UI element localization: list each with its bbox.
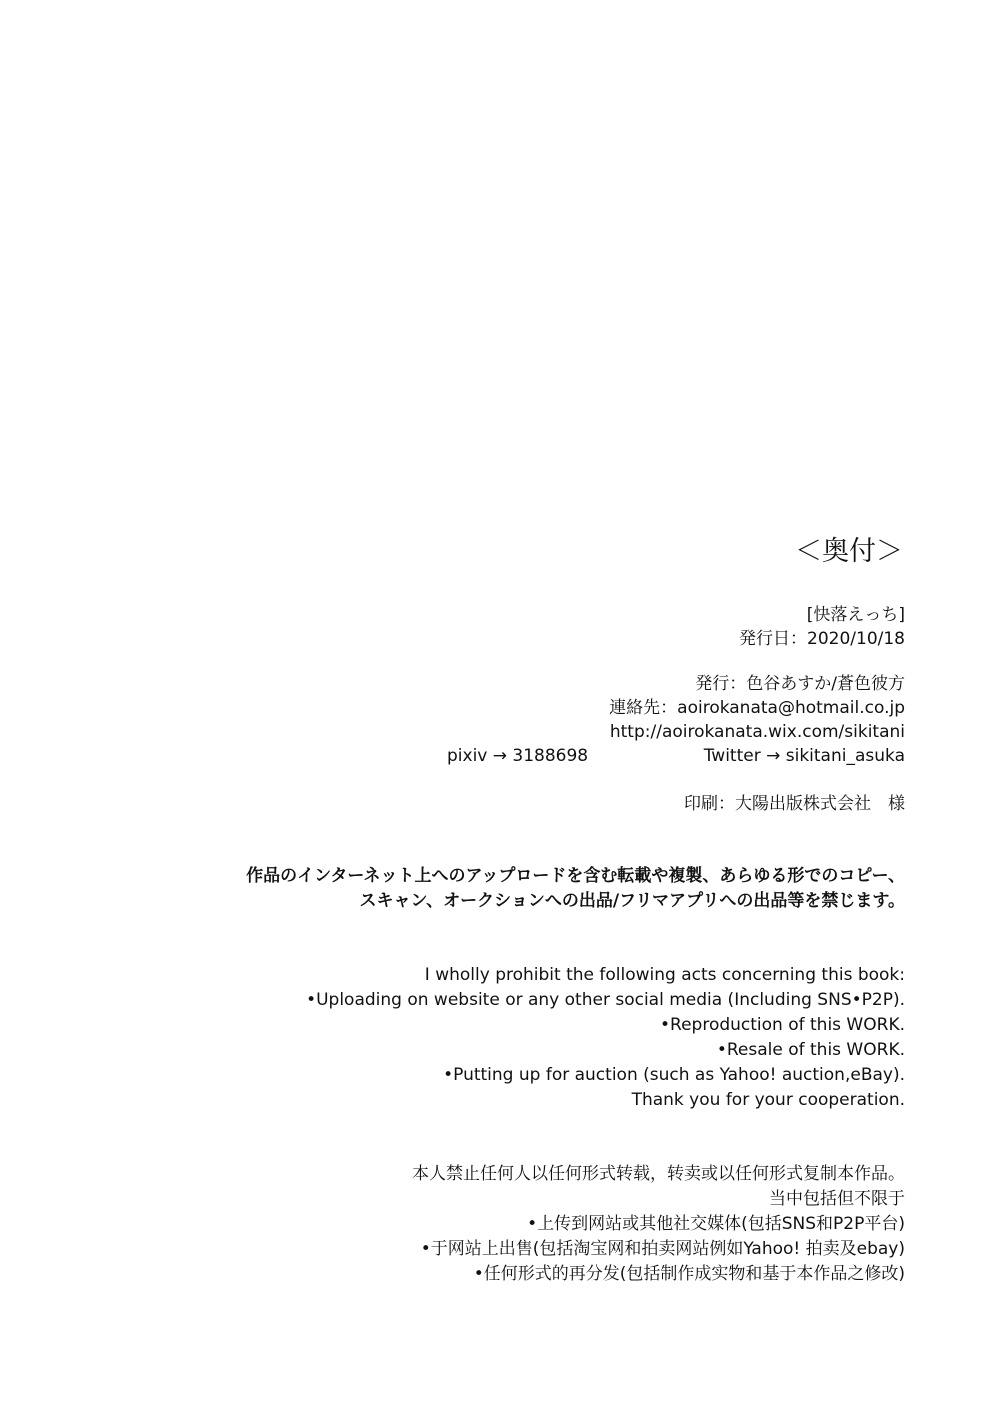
chinese-notice-line: 当中包括但不限于: [769, 1189, 905, 1209]
english-notice-line: •Putting up for auction (such as Yahoo! auction,eBay).: [443, 1065, 905, 1085]
chinese-notice-line: •任何形式的再分发(包括制作成实物和基于本作品之修改): [473, 1264, 905, 1284]
colophon-pixiv: pixiv → 3188698: [447, 746, 589, 766]
chinese-notice-line: 本人禁止任何人以任何形式转载，转卖或以任何形式复制本作品。: [412, 1164, 905, 1184]
english-notice-line: •Reproduction of this WORK.: [660, 1015, 905, 1035]
colophon-contact-line: 連絡先：aoirokanata@hotmail.co.jp: [609, 698, 905, 718]
chinese-notice-line: •于网站上出售(包括淘宝网和拍卖网站例如Yahoo! 拍卖及ebay): [420, 1239, 905, 1259]
colophon-printer-line: 印刷：大陽出版株式会社 様: [684, 794, 905, 814]
english-notice-line: I wholly prohibit the following acts concerning this book:: [424, 965, 905, 985]
colophon-twitter: Twitter → sikitani_asuka: [703, 746, 905, 766]
colophon-publisher-line: 発行：色谷あすか/蒼色彼方: [695, 674, 905, 694]
colophon-title-line: [快落えっち]: [806, 605, 905, 625]
colophon-date-line: 発行日：2020/10/18: [739, 629, 905, 649]
english-notice-line: Thank you for your cooperation.: [631, 1090, 905, 1110]
english-notice-line: •Resale of this WORK.: [716, 1040, 905, 1060]
japanese-notice-line: 作品のインターネット上へのアップロードを含む転載や複製、あらゆる形でのコピー、: [246, 866, 905, 886]
japanese-notice-line: スキャン、オークションへの出品/フリマアプリへの出品等を禁じます。: [359, 891, 905, 911]
chinese-notice-line: •上传到网站或其他社交媒体(包括SNS和P2P平台): [527, 1214, 905, 1234]
colophon-url-line: http://aoirokanata.wix.com/sikitani: [609, 722, 905, 742]
english-notice-line: •Uploading on website or any other social media (Including SNS•P2P).: [306, 990, 905, 1010]
colophon-heading: ＜奥付＞: [795, 536, 903, 567]
